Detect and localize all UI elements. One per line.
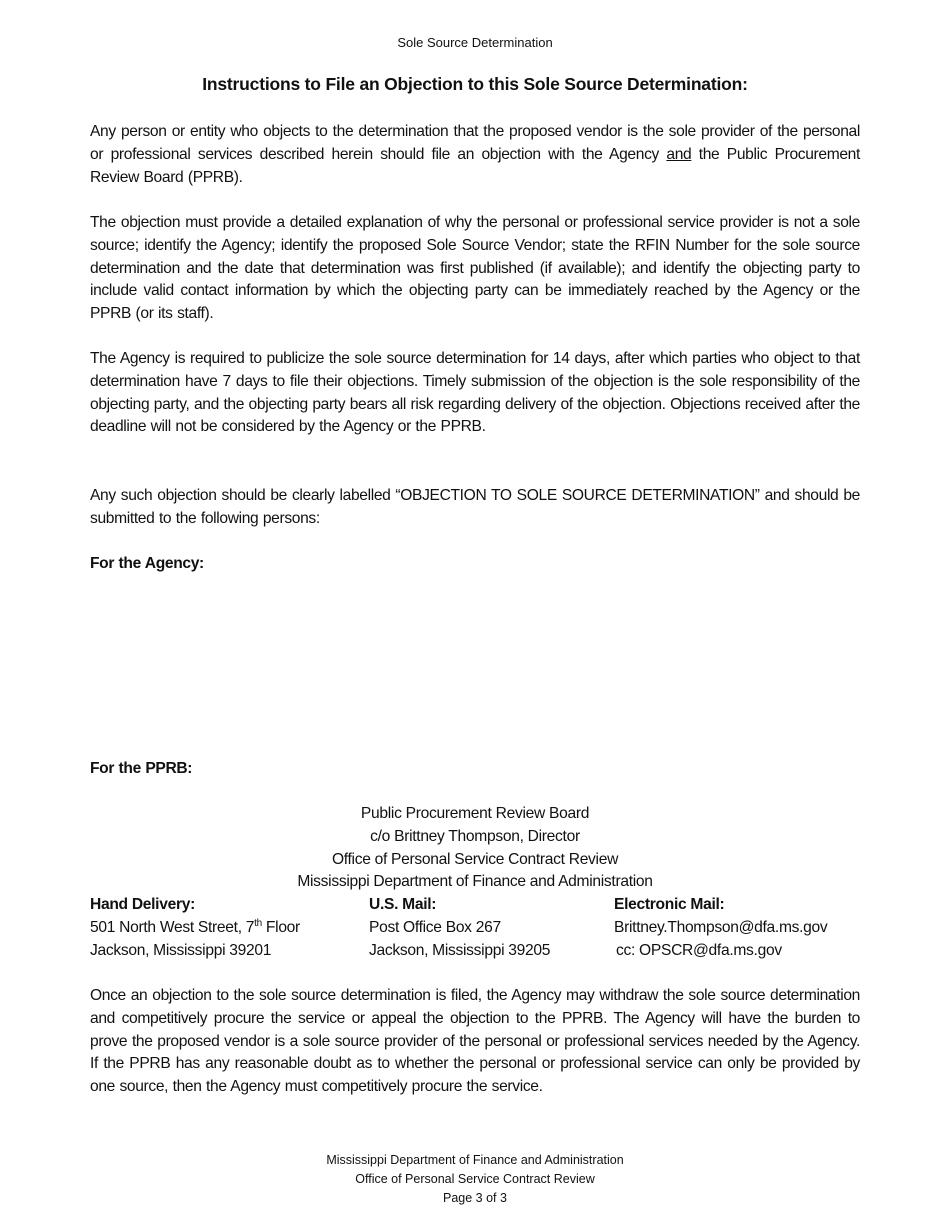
electronic-mail-column <box>614 894 827 962</box>
footer-line: Mississippi Department of Finance and Administration <box>326 1153 624 1167</box>
hand-delivery-column <box>90 894 300 962</box>
address-line: Public Procurement Review Board <box>360 805 590 822</box>
paragraph-file-objection <box>90 121 860 189</box>
hand-delivery-label: Hand Delivery: <box>90 896 195 913</box>
electronic-mail-label: Electronic Mail: <box>614 896 725 913</box>
page-header: Sole Source Determination <box>397 35 553 50</box>
page-footer <box>0 1151 950 1208</box>
paragraph-objection-contents: The objection must provide a detailed explanation of why the personal or professional service provider is not a sole source; identify the Agency; identify the proposed Sole Source Vendor; state the RFIN Number for the sole source determination and the date that determination was first published (if available); and identify the objecting party to include valid contact information by which the objecting party can be immediately reached by the Agency or the PPRB (or its staff). <box>90 214 860 323</box>
pprb-address-block <box>0 803 950 894</box>
email-primary[interactable]: Brittney.Thompson@dfa.ms.gov <box>614 918 828 936</box>
text: the Public Procurement Review Board (PPRB). <box>90 145 860 186</box>
text: Any person or entity who objects to the determination that the proposed vendor is the sole provider of the personal or professional services described herein should file an objection with the Agency <box>90 123 860 163</box>
paragraph-deadlines: The Agency is required to publicize the sole source determination for 14 days, after which parties who object to that determination have 7 days to file their objections. Timely submission of the objection is the sole responsibility of the objecting party, and the objecting party bears all risk regarding delivery of the objection. Objections received after the deadline will not be considered by the Agency or the PPRB. <box>90 350 860 436</box>
underlined-and: and <box>666 145 692 163</box>
for-pprb-heading: For the PPRB: <box>90 760 193 777</box>
for-agency-heading: For the Agency: <box>90 555 204 572</box>
page-number: Page 3 of 3 <box>443 1191 507 1205</box>
us-mail-label: U.S. Mail: <box>369 896 437 913</box>
us-mail-line1: Post Office Box 267 <box>369 918 501 936</box>
us-mail-line2: Jackson, Mississippi 39205 <box>369 941 551 959</box>
paragraph-labelling: Any such objection should be clearly labelled “OBJECTION TO SOLE SOURCE DETERMINATION” and should be submitted to the following persons: <box>90 487 860 527</box>
hand-delivery-line1: 501 North West Street, 7th Floor <box>90 917 300 936</box>
address-line: Office of Personal Service Contract Review <box>331 850 619 868</box>
paragraph-after-filing: Once an objection to the sole source determination is filed, the Agency may withdraw the sole source determination and competitively procure the service or appeal the objection to the PPRB. The Agency will have the burden to prove the proposed vendor is a sole source provider of the personal or professional services needed by the Agency. If the PPRB has any reasonable doubt as to whether the personal or professional service can only be provided by one source, then the Agency must competitively procure the service. <box>90 987 860 1096</box>
address-line: c/o Brittney Thompson, Director <box>370 827 580 845</box>
us-mail-column <box>369 894 550 962</box>
address-line: Mississippi Department of Finance and Administration <box>297 873 653 891</box>
hand-delivery-line2: Jackson, Mississippi 39201 <box>90 941 272 959</box>
email-cc[interactable]: cc: OPSCR@dfa.ms.gov <box>616 941 782 959</box>
footer-line: Office of Personal Service Contract Review <box>355 1172 595 1186</box>
page-title: Instructions to File an Objection to this Sole Source Determination: <box>202 74 748 94</box>
